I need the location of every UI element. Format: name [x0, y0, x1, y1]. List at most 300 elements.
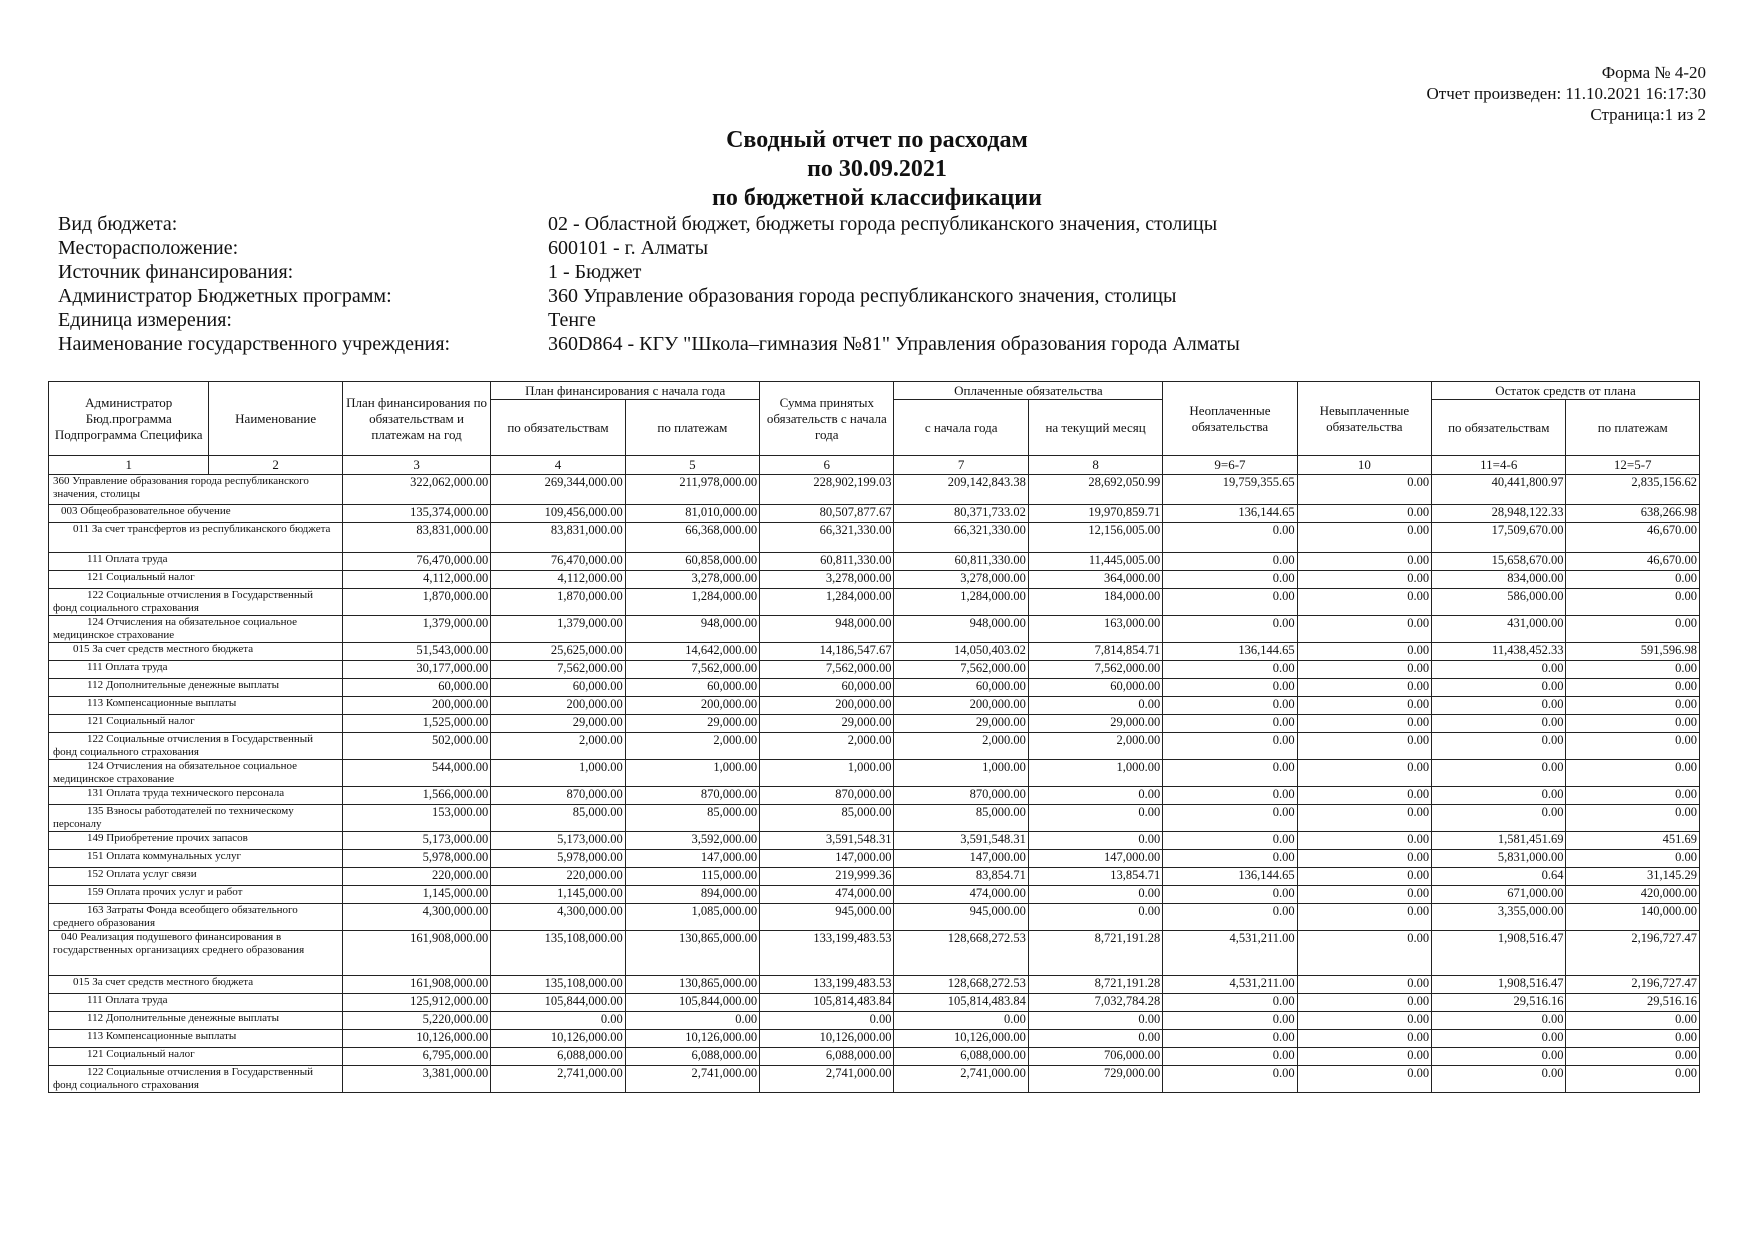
- table-row: [49, 1066, 1700, 1093]
- row-value: 14,642,000.00: [625, 643, 759, 661]
- param-value: 1 - Бюджет: [548, 261, 642, 283]
- row-value: 1,000.00: [1028, 760, 1162, 787]
- row-value: 0.00: [1297, 805, 1431, 832]
- row-value: 161,908,000.00: [342, 976, 490, 994]
- row-value: 76,470,000.00: [491, 553, 625, 571]
- row-value: 0.00: [1297, 715, 1431, 733]
- row-value: 0.00: [1566, 733, 1700, 760]
- row-value: 10,126,000.00: [625, 1030, 759, 1048]
- table-row: [49, 868, 1700, 886]
- param-label: Администратор Бюджетных программ:: [58, 285, 392, 307]
- row-value: 586,000.00: [1432, 589, 1566, 616]
- row-value: 46,670.00: [1566, 553, 1700, 571]
- param-unit: [58, 308, 1240, 332]
- row-value: 10,126,000.00: [491, 1030, 625, 1048]
- col-number: 10: [1297, 456, 1431, 475]
- row-value: 147,000.00: [760, 850, 894, 868]
- row-value: 0.00: [1163, 760, 1297, 787]
- row-value: 200,000.00: [625, 697, 759, 715]
- row-value: 0.00: [1028, 787, 1162, 805]
- table-row: [49, 1030, 1700, 1048]
- row-value: 133,199,483.53: [760, 931, 894, 976]
- row-value: 729,000.00: [1028, 1066, 1162, 1093]
- row-value: 105,814,483.84: [760, 994, 894, 1012]
- table-row: [49, 643, 1700, 661]
- row-value: 128,668,272.53: [894, 931, 1028, 976]
- report-parameters: [58, 212, 1240, 356]
- row-value: 76,470,000.00: [342, 553, 490, 571]
- row-value: 0.00: [1566, 1030, 1700, 1048]
- row-value: 1,145,000.00: [491, 886, 625, 904]
- row-value: 12,156,005.00: [1028, 523, 1162, 553]
- row-value: 1,085,000.00: [625, 904, 759, 931]
- column-number-row: [49, 456, 1700, 475]
- row-value: 0.00: [1297, 523, 1431, 553]
- row-name: 122 Социальные отчисления в Государственный фонд социального страхования: [49, 589, 343, 616]
- generated-timestamp: Отчет произведен: 11.10.2021 16:17:30: [1426, 84, 1706, 103]
- row-value: 105,844,000.00: [625, 994, 759, 1012]
- row-value: 834,000.00: [1432, 571, 1566, 589]
- row-value: 2,000.00: [760, 733, 894, 760]
- row-value: 140,000.00: [1566, 904, 1700, 931]
- row-value: 948,000.00: [760, 616, 894, 643]
- col-header-name: Наименование: [209, 382, 342, 456]
- table-row: [49, 553, 1700, 571]
- table-row: [49, 886, 1700, 904]
- row-value: 451.69: [1566, 832, 1700, 850]
- row-value: 2,741,000.00: [760, 1066, 894, 1093]
- row-value: 0.00: [1163, 832, 1297, 850]
- row-value: 0.00: [1163, 733, 1297, 760]
- row-value: 7,032,784.28: [1028, 994, 1162, 1012]
- table-row: [49, 616, 1700, 643]
- row-value: 200,000.00: [491, 697, 625, 715]
- row-value: 0.64: [1432, 868, 1566, 886]
- row-value: 163,000.00: [1028, 616, 1162, 643]
- row-value: 60,000.00: [1028, 679, 1162, 697]
- row-value: 0.00: [1566, 1048, 1700, 1066]
- row-value: 3,591,548.31: [894, 832, 1028, 850]
- row-value: 3,278,000.00: [760, 571, 894, 589]
- row-value: 0.00: [1566, 1066, 1700, 1093]
- row-value: 83,831,000.00: [491, 523, 625, 553]
- title-line-1: Сводный отчет по расходам: [726, 127, 1028, 153]
- row-value: 0.00: [1297, 994, 1431, 1012]
- col-number: 1: [49, 456, 209, 475]
- row-value: 11,438,452.33: [1432, 643, 1566, 661]
- col-number: 11=4-6: [1432, 456, 1566, 475]
- col-header-unpaid-out: Невыплаченные обязательства: [1297, 382, 1431, 456]
- row-value: 109,456,000.00: [491, 505, 625, 523]
- row-value: 5,831,000.00: [1432, 850, 1566, 868]
- row-name: 152 Оплата услуг связи: [49, 868, 343, 886]
- row-name: 112 Дополнительные денежные выплаты: [49, 1012, 343, 1030]
- row-value: 0.00: [1163, 661, 1297, 679]
- row-name: 121 Социальный налог: [49, 571, 343, 589]
- row-value: 0.00: [1297, 976, 1431, 994]
- row-name: 121 Социальный налог: [49, 715, 343, 733]
- table-row: [49, 787, 1700, 805]
- row-value: 60,811,330.00: [894, 553, 1028, 571]
- row-value: 29,516.16: [1432, 994, 1566, 1012]
- row-value: 83,831,000.00: [342, 523, 490, 553]
- row-value: 3,278,000.00: [625, 571, 759, 589]
- table-row: [49, 850, 1700, 868]
- row-value: 0.00: [1163, 679, 1297, 697]
- row-value: 870,000.00: [760, 787, 894, 805]
- row-value: 60,858,000.00: [625, 553, 759, 571]
- row-value: 29,000.00: [760, 715, 894, 733]
- row-value: 147,000.00: [894, 850, 1028, 868]
- param-budget-type: [58, 212, 1240, 236]
- col-number: 9=6-7: [1163, 456, 1297, 475]
- row-value: 0.00: [1297, 733, 1431, 760]
- row-name: 111 Оплата труда: [49, 661, 343, 679]
- row-value: 2,000.00: [1028, 733, 1162, 760]
- row-name: 159 Оплата прочих услуг и работ: [49, 886, 343, 904]
- row-value: 220,000.00: [342, 868, 490, 886]
- row-value: 0.00: [1432, 787, 1566, 805]
- col-number: 2: [209, 456, 342, 475]
- row-value: 706,000.00: [1028, 1048, 1162, 1066]
- report-title: [0, 126, 1754, 213]
- row-name: 131 Оплата труда технического персонала: [49, 787, 343, 805]
- row-value: 0.00: [1566, 805, 1700, 832]
- row-value: 420,000.00: [1566, 886, 1700, 904]
- row-value: 135,374,000.00: [342, 505, 490, 523]
- col-header-paid-current-month: на текущий месяц: [1028, 400, 1162, 456]
- row-value: 133,199,483.53: [760, 976, 894, 994]
- row-value: 0.00: [1297, 643, 1431, 661]
- row-value: 161,908,000.00: [342, 931, 490, 976]
- row-value: 6,795,000.00: [342, 1048, 490, 1066]
- row-value: 0.00: [1028, 1030, 1162, 1048]
- row-value: 0.00: [1297, 850, 1431, 868]
- row-value: 3,592,000.00: [625, 832, 759, 850]
- row-value: 1,284,000.00: [760, 589, 894, 616]
- row-value: 1,284,000.00: [894, 589, 1028, 616]
- col-header-remaining: Остаток средств от плана: [1432, 382, 1700, 400]
- row-value: 5,220,000.00: [342, 1012, 490, 1030]
- row-value: 83,854.71: [894, 868, 1028, 886]
- row-value: 4,531,211.00: [1163, 976, 1297, 994]
- col-header-plan-year: План финансирования по обязательствам и платежам на год: [342, 382, 490, 456]
- row-value: 0.00: [1163, 553, 1297, 571]
- row-value: 66,321,330.00: [894, 523, 1028, 553]
- row-value: 0.00: [1297, 904, 1431, 931]
- row-value: 3,278,000.00: [894, 571, 1028, 589]
- table-row: [49, 733, 1700, 760]
- row-value: 105,844,000.00: [491, 994, 625, 1012]
- row-value: 945,000.00: [894, 904, 1028, 931]
- row-value: 200,000.00: [760, 697, 894, 715]
- row-value: 147,000.00: [1028, 850, 1162, 868]
- row-value: 0.00: [1028, 697, 1162, 715]
- row-value: 184,000.00: [1028, 589, 1162, 616]
- row-value: 1,000.00: [760, 760, 894, 787]
- row-value: 1,145,000.00: [342, 886, 490, 904]
- col-number: 8: [1028, 456, 1162, 475]
- row-value: 29,000.00: [1028, 715, 1162, 733]
- row-value: 0.00: [1163, 994, 1297, 1012]
- row-value: 0.00: [1432, 679, 1566, 697]
- row-name: 015 За счет средств местного бюджета: [49, 643, 343, 661]
- row-name: 111 Оплата труда: [49, 994, 343, 1012]
- row-value: 14,186,547.67: [760, 643, 894, 661]
- row-value: 364,000.00: [1028, 571, 1162, 589]
- param-label: Месторасположение:: [58, 237, 239, 259]
- row-value: 0.00: [760, 1012, 894, 1030]
- row-value: 0.00: [1432, 1048, 1566, 1066]
- row-value: 8,721,191.28: [1028, 931, 1162, 976]
- row-value: 6,088,000.00: [894, 1048, 1028, 1066]
- row-value: 31,145.29: [1566, 868, 1700, 886]
- row-value: 1,379,000.00: [342, 616, 490, 643]
- row-value: 2,196,727.47: [1566, 931, 1700, 976]
- col-number: 7: [894, 456, 1028, 475]
- table-row: [49, 505, 1700, 523]
- row-value: 0.00: [1566, 571, 1700, 589]
- row-value: 0.00: [1297, 571, 1431, 589]
- row-value: 40,441,800.97: [1432, 475, 1566, 505]
- table-row: [49, 931, 1700, 976]
- row-value: 0.00: [1297, 505, 1431, 523]
- row-value: 29,000.00: [625, 715, 759, 733]
- row-value: 1,908,516.47: [1432, 931, 1566, 976]
- row-value: 4,112,000.00: [491, 571, 625, 589]
- row-value: 0.00: [1163, 523, 1297, 553]
- row-value: 85,000.00: [491, 805, 625, 832]
- row-name: 003 Общеобразовательное обучение: [49, 505, 343, 523]
- row-value: 228,902,199.03: [760, 475, 894, 505]
- row-value: 0.00: [1163, 1048, 1297, 1066]
- table-row: [49, 661, 1700, 679]
- col-header-rem-payments: по платежам: [1566, 400, 1700, 456]
- row-value: 0.00: [1432, 1066, 1566, 1093]
- row-value: 0.00: [1297, 1066, 1431, 1093]
- report-meta: [1427, 62, 1706, 125]
- row-value: 66,321,330.00: [760, 523, 894, 553]
- row-value: 128,668,272.53: [894, 976, 1028, 994]
- row-value: 11,445,005.00: [1028, 553, 1162, 571]
- param-location: [58, 236, 1240, 260]
- table-row: [49, 904, 1700, 931]
- row-value: 85,000.00: [760, 805, 894, 832]
- row-value: 25,625,000.00: [491, 643, 625, 661]
- row-value: 135,108,000.00: [491, 976, 625, 994]
- row-value: 870,000.00: [625, 787, 759, 805]
- row-value: 0.00: [1163, 715, 1297, 733]
- row-value: 1,284,000.00: [625, 589, 759, 616]
- row-value: 591,596.98: [1566, 643, 1700, 661]
- row-value: 5,173,000.00: [342, 832, 490, 850]
- row-value: 30,177,000.00: [342, 661, 490, 679]
- col-header-accepted: Сумма принятых обязательств с начала года: [760, 382, 894, 456]
- row-value: 135,108,000.00: [491, 931, 625, 976]
- row-value: 2,741,000.00: [894, 1066, 1028, 1093]
- row-value: 6,088,000.00: [491, 1048, 625, 1066]
- row-value: 6,088,000.00: [760, 1048, 894, 1066]
- row-value: 322,062,000.00: [342, 475, 490, 505]
- col-number: 5: [625, 456, 759, 475]
- row-name: 113 Компенсационные выплаты: [49, 697, 343, 715]
- col-number: 6: [760, 456, 894, 475]
- table-row: [49, 715, 1700, 733]
- row-value: 0.00: [1566, 589, 1700, 616]
- row-value: 5,978,000.00: [491, 850, 625, 868]
- row-value: 1,000.00: [491, 760, 625, 787]
- row-value: 60,000.00: [625, 679, 759, 697]
- row-name: 121 Социальный налог: [49, 1048, 343, 1066]
- row-value: 0.00: [1297, 616, 1431, 643]
- row-value: 0.00: [1432, 715, 1566, 733]
- row-value: 81,010,000.00: [625, 505, 759, 523]
- table-body: [49, 475, 1700, 1093]
- row-value: 28,948,122.33: [1432, 505, 1566, 523]
- table-row: [49, 832, 1700, 850]
- row-value: 0.00: [1297, 1012, 1431, 1030]
- row-value: 60,811,330.00: [760, 553, 894, 571]
- row-value: 0.00: [1566, 1012, 1700, 1030]
- row-value: 0.00: [1432, 1030, 1566, 1048]
- table-row: [49, 994, 1700, 1012]
- row-value: 0.00: [1566, 787, 1700, 805]
- col-number: 12=5-7: [1566, 456, 1700, 475]
- row-value: 0.00: [1566, 850, 1700, 868]
- col-header-plan-from-start: План финансирования с начала года: [491, 382, 760, 400]
- row-value: 80,507,877.67: [760, 505, 894, 523]
- param-program-admin: [58, 284, 1240, 308]
- row-value: 0.00: [1163, 850, 1297, 868]
- row-name: 124 Отчисления на обязательное социальное медицинское страхование: [49, 616, 343, 643]
- row-value: 105,814,483.84: [894, 994, 1028, 1012]
- row-value: 136,144.65: [1163, 505, 1297, 523]
- row-value: 0.00: [1028, 886, 1162, 904]
- row-value: 0.00: [1028, 832, 1162, 850]
- row-value: 8,721,191.28: [1028, 976, 1162, 994]
- row-value: 0.00: [1297, 661, 1431, 679]
- row-value: 0.00: [1028, 805, 1162, 832]
- row-value: 0.00: [1297, 679, 1431, 697]
- param-label: Единица измерения:: [58, 309, 232, 331]
- param-value: Тенге: [548, 309, 596, 331]
- row-value: 130,865,000.00: [625, 976, 759, 994]
- col-number: 3: [342, 456, 490, 475]
- row-value: 4,531,211.00: [1163, 931, 1297, 976]
- row-value: 1,000.00: [894, 760, 1028, 787]
- row-name: 122 Социальные отчисления в Государственный фонд социального страхования: [49, 733, 343, 760]
- row-value: 1,379,000.00: [491, 616, 625, 643]
- row-value: 60,000.00: [342, 679, 490, 697]
- row-value: 220,000.00: [491, 868, 625, 886]
- row-value: 0.00: [1163, 589, 1297, 616]
- row-value: 474,000.00: [760, 886, 894, 904]
- row-value: 4,112,000.00: [342, 571, 490, 589]
- col-header-paid: Оплаченные обязательства: [894, 382, 1163, 400]
- row-value: 0.00: [1297, 868, 1431, 886]
- row-value: 0.00: [894, 1012, 1028, 1030]
- row-value: 0.00: [1566, 679, 1700, 697]
- row-value: 200,000.00: [894, 697, 1028, 715]
- table-row: [49, 760, 1700, 787]
- row-value: 14,050,403.02: [894, 643, 1028, 661]
- row-value: 948,000.00: [894, 616, 1028, 643]
- row-value: 0.00: [1163, 697, 1297, 715]
- row-value: 51,543,000.00: [342, 643, 490, 661]
- row-value: 7,562,000.00: [894, 661, 1028, 679]
- row-value: 147,000.00: [625, 850, 759, 868]
- param-institution: [58, 332, 1240, 356]
- row-value: 29,000.00: [894, 715, 1028, 733]
- row-value: 638,266.98: [1566, 505, 1700, 523]
- row-value: 10,126,000.00: [342, 1030, 490, 1048]
- row-value: 431,000.00: [1432, 616, 1566, 643]
- row-value: 0.00: [1566, 616, 1700, 643]
- row-value: 0.00: [1432, 760, 1566, 787]
- row-name: 040 Реализация подушевого финансирования в государственных организациях среднего образования: [49, 931, 343, 976]
- row-value: 153,000.00: [342, 805, 490, 832]
- col-header-unpaid: Неоплаченные обязательства: [1163, 382, 1297, 456]
- row-value: 0.00: [625, 1012, 759, 1030]
- row-value: 85,000.00: [894, 805, 1028, 832]
- row-value: 66,368,000.00: [625, 523, 759, 553]
- row-value: 2,835,156.62: [1566, 475, 1700, 505]
- col-number: 4: [491, 456, 625, 475]
- row-value: 60,000.00: [894, 679, 1028, 697]
- col-header-plan-obligations: по обязательствам: [491, 400, 625, 456]
- row-value: 0.00: [1432, 733, 1566, 760]
- row-value: 0.00: [1432, 661, 1566, 679]
- row-value: 219,999.36: [760, 868, 894, 886]
- table-row: [49, 697, 1700, 715]
- row-value: 80,371,733.02: [894, 505, 1028, 523]
- row-value: 0.00: [1163, 904, 1297, 931]
- row-value: 209,142,843.38: [894, 475, 1028, 505]
- row-value: 15,658,670.00: [1432, 553, 1566, 571]
- row-value: 0.00: [1163, 1012, 1297, 1030]
- row-value: 671,000.00: [1432, 886, 1566, 904]
- row-value: 19,970,859.71: [1028, 505, 1162, 523]
- row-value: 7,562,000.00: [491, 661, 625, 679]
- row-value: 2,741,000.00: [491, 1066, 625, 1093]
- row-value: 0.00: [1297, 931, 1431, 976]
- row-value: 115,000.00: [625, 868, 759, 886]
- row-value: 0.00: [1566, 715, 1700, 733]
- row-value: 544,000.00: [342, 760, 490, 787]
- row-value: 0.00: [1297, 697, 1431, 715]
- row-name: 124 Отчисления на обязательное социальное медицинское страхование: [49, 760, 343, 787]
- row-value: 0.00: [1566, 661, 1700, 679]
- table-row: [49, 571, 1700, 589]
- table-row: [49, 805, 1700, 832]
- row-name: 163 Затраты Фонда всеобщего обязательного среднего образования: [49, 904, 343, 931]
- row-value: 19,759,355.65: [1163, 475, 1297, 505]
- row-value: 2,741,000.00: [625, 1066, 759, 1093]
- row-name: 015 За счет средств местного бюджета: [49, 976, 343, 994]
- row-value: 2,196,727.47: [1566, 976, 1700, 994]
- row-name: 112 Дополнительные денежные выплаты: [49, 679, 343, 697]
- row-name: 149 Приобретение прочих запасов: [49, 832, 343, 850]
- row-value: 0.00: [491, 1012, 625, 1030]
- row-value: 136,144.65: [1163, 643, 1297, 661]
- row-value: 0.00: [1028, 1012, 1162, 1030]
- row-value: 1,908,516.47: [1432, 976, 1566, 994]
- row-value: 10,126,000.00: [760, 1030, 894, 1048]
- row-name: 151 Оплата коммунальных услуг: [49, 850, 343, 868]
- table-row: [49, 679, 1700, 697]
- row-value: 0.00: [1297, 475, 1431, 505]
- param-value: 600101 - г. Алматы: [548, 237, 709, 259]
